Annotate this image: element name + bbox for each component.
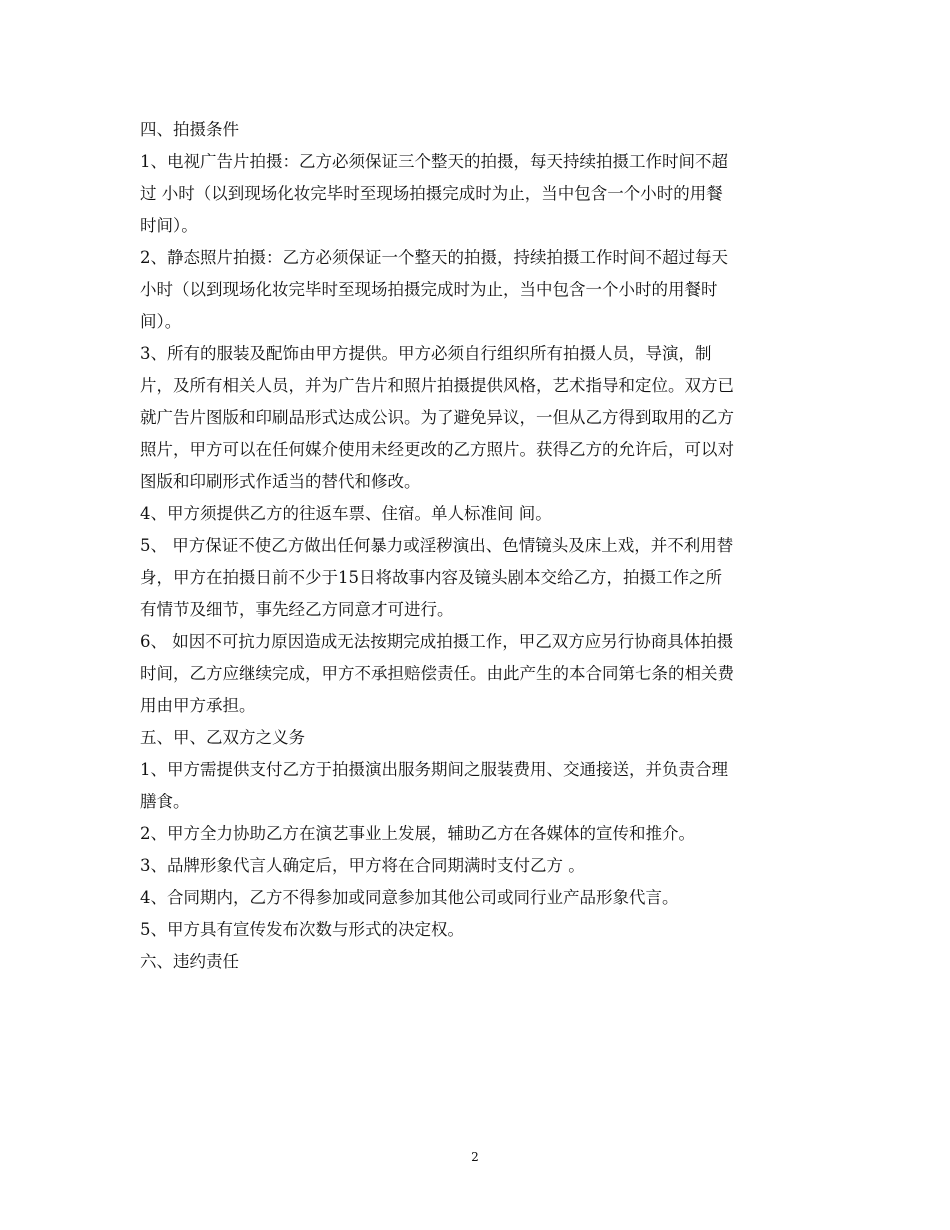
section-heading-shooting-conditions: 四、拍摄条件	[140, 120, 239, 139]
text-line: 6、 如因不可抗力原因造成无法按期完成拍摄工作，甲乙双方应另行协商具体拍摄	[140, 632, 734, 651]
text-line: 图版和印刷形式作适当的替代和修改。	[140, 472, 421, 491]
section-heading-obligations: 五、甲、乙双方之义务	[140, 728, 305, 747]
section-heading-liability: 六、违约责任	[140, 952, 239, 971]
text-line: 4、甲方须提供乙方的往返车票、住宿。单人标准间 间。	[140, 504, 552, 523]
text-line: 有情节及细节，事先经乙方同意才可进行。	[140, 600, 454, 619]
text-line: 3、品牌形象代言人确定后，甲方将在合同期满时支付乙方 。	[140, 856, 585, 875]
text-line: 3、所有的服装及配饰由甲方提供。甲方必须自行组织所有拍摄人员，导演，制	[140, 344, 712, 363]
text-line: 5、 甲方保证不使乙方做出任何暴力或淫秽演出、色情镜头及床上戏，并不利用替	[140, 536, 734, 555]
text-line: 2、甲方全力协助乙方在演艺事业上发展，辅助乙方在各媒体的宣传和推介。	[140, 824, 695, 843]
text-line: 时间，乙方应继续完成，甲方不承担赔偿责任。由此产生的本合同第七条的相关费	[140, 664, 734, 683]
text-line: 片，及所有相关人员，并为广告片和照片拍摄提供风格，艺术指导和定位。双方已	[140, 376, 734, 395]
document-body	[140, 114, 822, 978]
text-line: 1、甲方需提供支付乙方于拍摄演出服务期间之服装费用、交通接送，并负责合理	[140, 760, 728, 779]
text-line: 照片，甲方可以在任何媒介使用未经更改的乙方照片。获得乙方的允许后，可以对	[140, 440, 734, 459]
text-line: 身，甲方在拍摄日前不少于15日将故事内容及镜头剧本交给乙方，拍摄工作之所	[140, 568, 722, 587]
text-line: 用由甲方承担。	[140, 696, 256, 715]
text-line: 就广告片图版和印刷品形式达成公识。为了避免异议，一但从乙方得到取用的乙方	[140, 408, 734, 427]
text-line: 间）。	[140, 312, 182, 331]
text-line: 5、甲方具有宣传发布次数与形式的决定权。	[140, 920, 464, 939]
text-line: 1、电视广告片拍摄：乙方必须保证三个整天的拍摄，每天持续拍摄工作时间不超	[140, 152, 728, 171]
text-line: 2、静态照片拍摄：乙方必须保证一个整天的拍摄，持续拍摄工作时间不超过每天	[140, 248, 728, 267]
text-line: 小时（以到现场化妆完毕时至现场拍摄完成时为止，当中包含一个小时的用餐时	[140, 280, 718, 299]
text-line: 过 小时（以到现场化妆完毕时至现场拍摄完成时为止，当中包含一个小时的用餐	[140, 184, 723, 203]
text-line: 4、合同期内，乙方不得参加或同意参加其他公司或同行业产品形象代言。	[140, 888, 679, 907]
page-number: 2	[471, 1150, 479, 1164]
text-line: 膳食。	[140, 792, 190, 811]
text-line: 时间）。	[140, 216, 198, 235]
